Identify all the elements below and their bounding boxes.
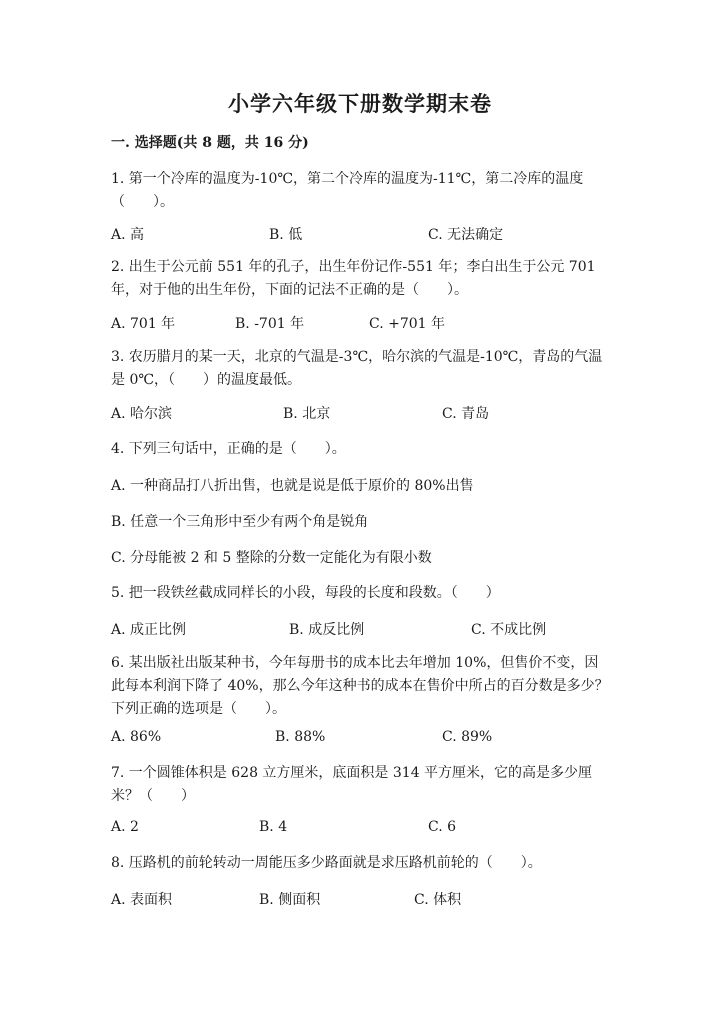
- section-heading: 一. 选择题(共 8 题，共 16 分): [111, 135, 309, 151]
- question-8-option-b: B. 侧面积: [259, 892, 321, 908]
- page-title: 小学六年级下册数学期末卷: [228, 91, 492, 116]
- question-1-option-a: A. 高: [111, 227, 145, 243]
- question-5-options: [111, 619, 611, 641]
- question-8-text: 8. 压路机的前轮转动一周能压多少路面就是求压路机前轮的（ ）。: [111, 855, 542, 871]
- question-2-option-c: C. +701 年: [369, 316, 446, 332]
- question-3-text: 3. 农历腊月的某一天，北京的气温是-3℃，哈尔滨的气温是-10℃，青岛的气温是 0℃，（ ）的温度最低。: [111, 349, 603, 388]
- question-7-option-c: C. 6: [428, 819, 457, 835]
- question-4-option-a: A. 一种商品打八折出售，也就是说是低于原价的 80%出售: [111, 478, 474, 494]
- question-6-text: 6. 某出版社出版某种书，今年每册书的成本比去年增加 10%，但售价不变，因此每本利润下降了 40%，那么今年这种书的成本在售价中所占的百分数是多少？下列正确的选项是（ ）。: [111, 655, 609, 717]
- question-4-option-b: B. 任意一个三角形中至少有两个角是锐角: [111, 514, 369, 530]
- question-6-option-a: A. 86%: [111, 729, 162, 745]
- question-2-option-b: B. -701 年: [235, 316, 305, 332]
- question-5-text: 5. 把一段铁丝截成同样长的小段，每段的长度和段数。（ ）: [111, 585, 500, 601]
- question-8-options: [111, 889, 611, 911]
- question-1-option-c: C. 无法确定: [428, 227, 504, 243]
- question-4-option-c: C. 分母能被 2 和 5 整除的分数一定能化为有限小数: [111, 550, 432, 566]
- question-3-option-a: A. 哈尔滨: [111, 406, 173, 422]
- question-1-options: [111, 224, 611, 246]
- question-5-option-c: C. 不成比例: [471, 622, 547, 638]
- question-2-options: [111, 313, 611, 335]
- question-6-option-c: C. 89%: [442, 729, 493, 745]
- question-1-option-b: B. 低: [269, 227, 303, 243]
- question-4-text: 4. 下列三句话中，正确的是（ ）。: [111, 441, 346, 457]
- question-2-text: 2. 出生于公元前 551 年的孔子，出生年份记作-551 年；李白出生于公元 701 年，对于他的出生年份，下面的记法不正确的是（ ）。: [111, 259, 596, 298]
- question-7-options: [111, 819, 611, 841]
- question-2-option-a: A. 701 年: [111, 316, 176, 332]
- question-8-option-c: C. 体积: [414, 892, 462, 908]
- question-7-text: 7. 一个圆锥体积是 628 立方厘米，底面积是 314 平方厘米，它的高是多少厘米？（ ）: [111, 765, 593, 804]
- question-5-option-a: A. 成正比例: [111, 622, 187, 638]
- question-6-option-b: B. 88%: [275, 729, 326, 745]
- question-8-option-a: A. 表面积: [111, 892, 173, 908]
- question-3-options: [111, 403, 611, 425]
- question-1-text: 1. 第一个冷库的温度为-10℃，第二个冷库的温度为-11℃，第二冷库的温度（ ）。: [111, 171, 584, 210]
- question-5-option-b: B. 成反比例: [289, 622, 365, 638]
- question-3-option-b: B. 北京: [283, 406, 331, 422]
- question-7-option-b: B. 4: [259, 819, 288, 835]
- question-3-option-c: C. 青岛: [442, 406, 490, 422]
- question-6-options: [111, 729, 611, 751]
- question-7-option-a: A. 2: [111, 819, 139, 835]
